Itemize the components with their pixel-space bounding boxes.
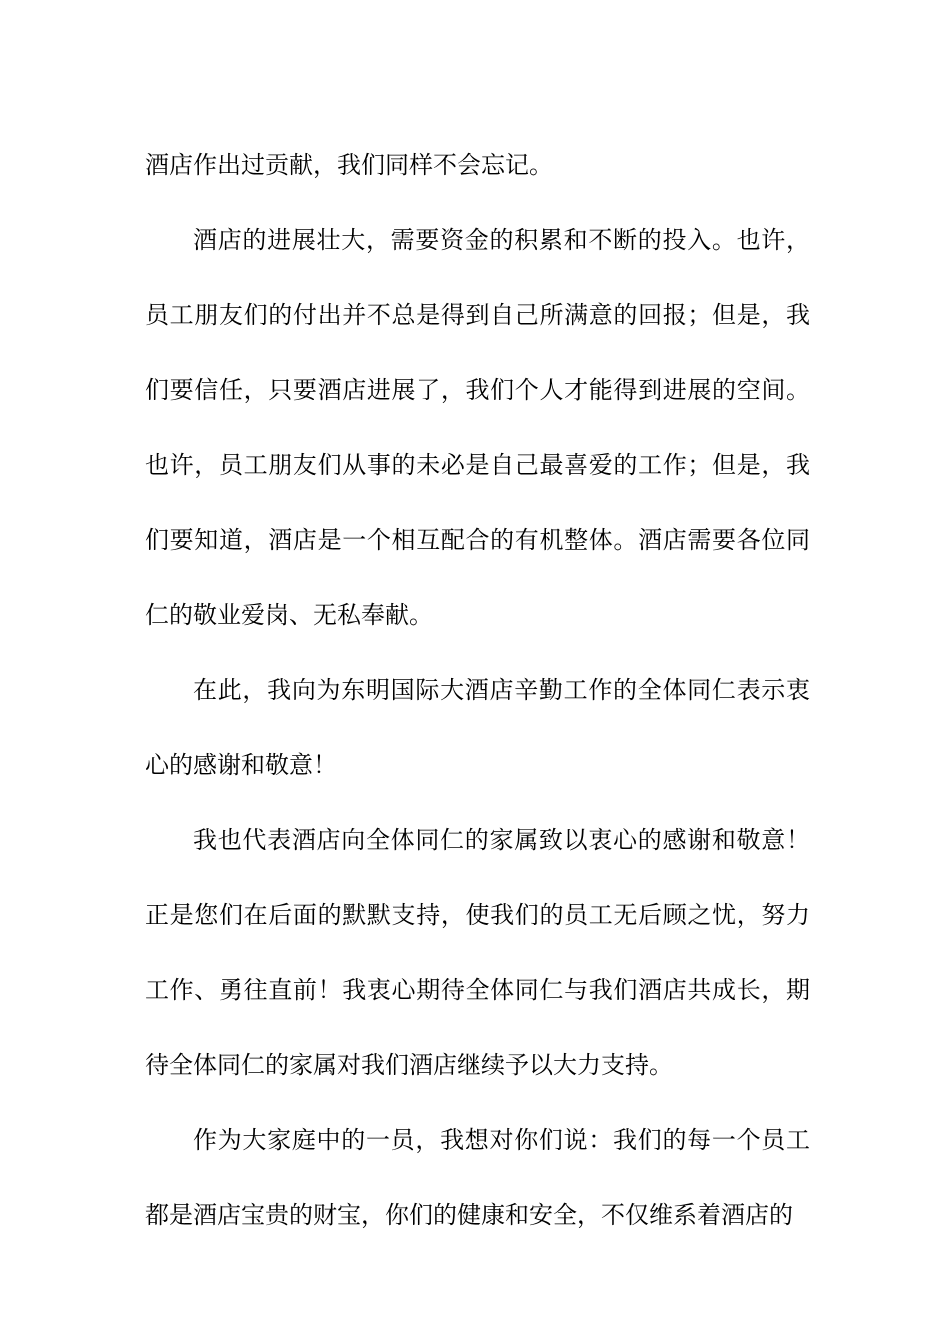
paragraph-4: 我也代表酒店向全体同仁的家属致以衷心的感谢和敬意！正是您们在后面的默默支持，使我们的员工无后顾之忧，努力工作、勇往直前！我衷心期待全体同仁与我们酒店共成长，期待全体同仁的家属对我们酒店继续予以大力支持。 <box>145 826 810 1079</box>
document-body <box>145 128 810 1253</box>
paragraph-2: 酒店的进展壮大，需要资金的积累和不断的投入。也许，员工朋友们的付出并不总是得到自己所满意的回报；但是，我们要信任，只要酒店进展了，我们个人才能得到进展的空间。也许，员工朋友们从事的未必是自己最喜爱的工作；但是，我们要知道，酒店是一个相互配合的有机整体。酒店需要各位同仁的敬业爱岗、无私奉献。 <box>145 226 810 629</box>
paragraph-5: 作为大家庭中的一员，我想对你们说：我们的每一个员工都是酒店宝贵的财宝，你们的健康和安全，不仅维系着酒店的 <box>145 1126 810 1229</box>
paragraph-1: 酒店作出过贡献，我们同样不会忘记。 <box>145 151 553 179</box>
paragraph-3: 在此，我向为东明国际大酒店辛勤工作的全体同仁表示衷心的感谢和敬意！ <box>145 676 810 779</box>
